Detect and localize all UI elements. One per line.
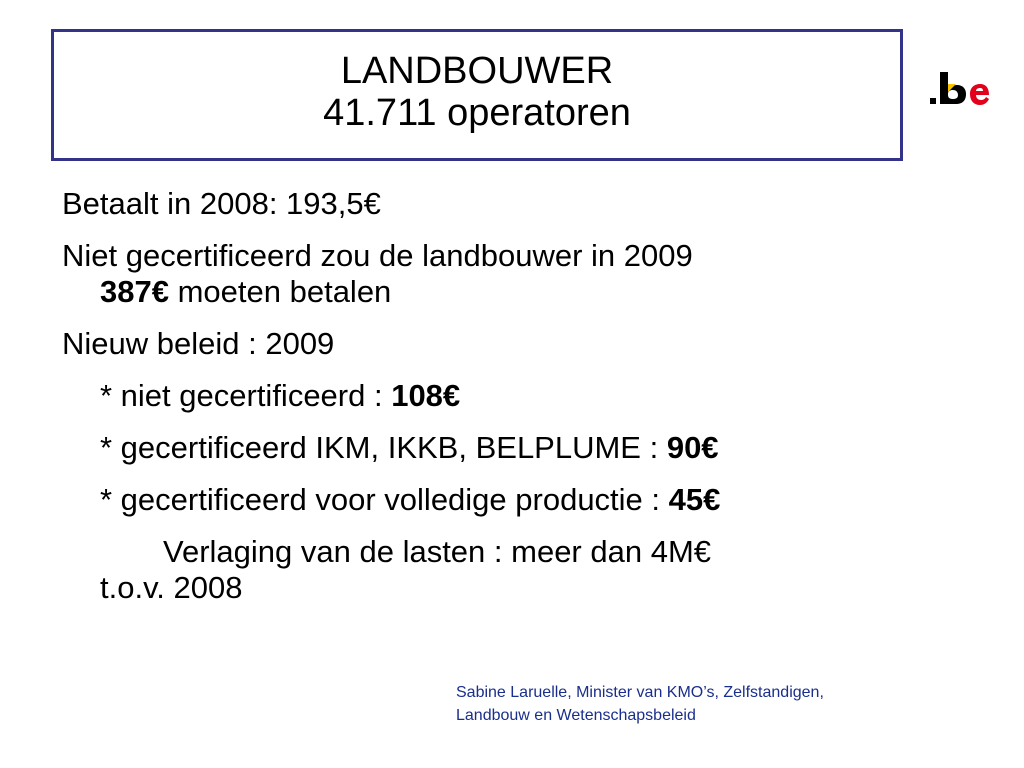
body-line-new-policy: Nieuw beleid : 2009: [62, 326, 335, 361]
footer-line-1: Sabine Laruelle, Minister van KMO’s, Zelfstandigen,: [456, 684, 824, 701]
certified-ikm-label: * gecertificeerd IKM, IKKB, BELPLUME :: [100, 430, 667, 465]
body-line-would-pay: [62, 274, 962, 310]
body-line-certified-full: [62, 482, 962, 518]
body-line-certified-ikm: [62, 430, 962, 466]
slide-subtitle: 41.711 operatoren: [323, 92, 631, 134]
amount-387: 387€: [100, 274, 169, 309]
body-line-compared-2008: t.o.v. 2008: [100, 570, 243, 605]
footer-credit: [456, 681, 824, 727]
would-pay-text: moeten betalen: [168, 274, 392, 309]
be-logo: [926, 62, 988, 110]
certified-full-label: * gecertificeerd voor volledige productie :: [100, 482, 669, 517]
amount-45: 45€: [668, 482, 721, 517]
slide-title: LANDBOUWER: [340, 50, 614, 92]
body-line-paid-2008: Betaalt in 2008: 193,5€: [62, 186, 381, 221]
amount-108: 108€: [391, 378, 461, 413]
slide-body: [62, 186, 962, 606]
not-certified-label: * niet gecertificeerd :: [100, 378, 392, 413]
amount-90: 90€: [666, 430, 719, 465]
footer-line-2: Landbouw en Wetenschapsbeleid: [456, 707, 696, 724]
be-logo-mark: [926, 62, 990, 112]
body-line-not-certified: Niet gecertificeerd zou de landbouwer in 2009: [62, 238, 693, 273]
body-line-not-certified-fee: [62, 378, 962, 414]
body-line-reduction: Verlaging van de lasten : meer dan 4M€: [163, 534, 712, 569]
title-box: [51, 29, 903, 161]
